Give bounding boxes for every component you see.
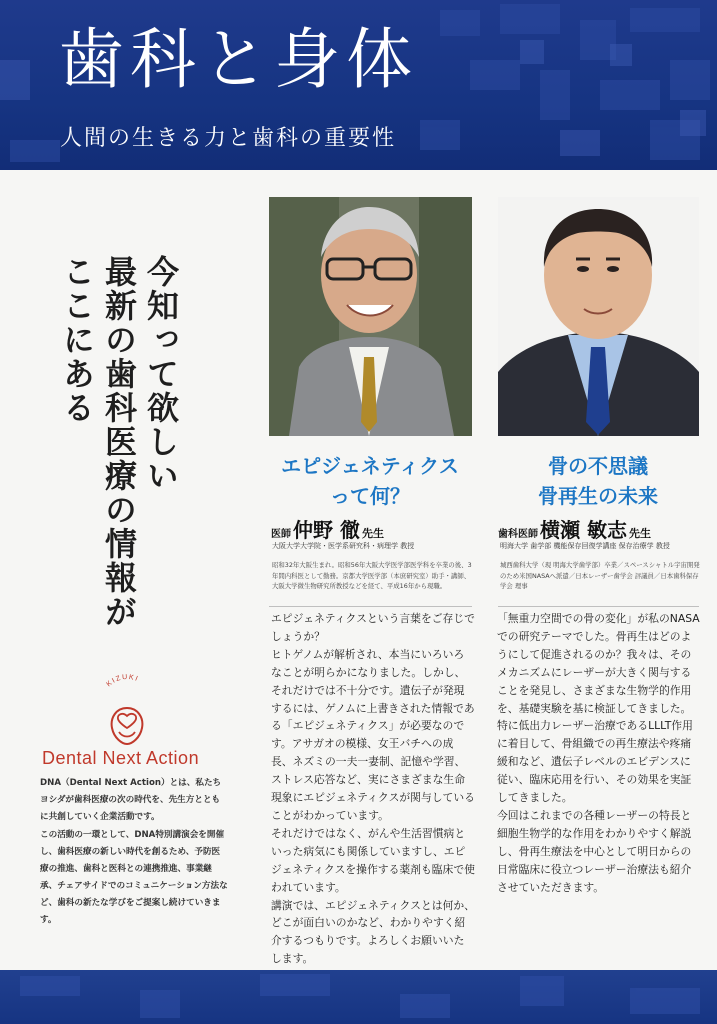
- talk-title-line: 骨再生の未来: [538, 484, 658, 508]
- talk-title-2: [490, 451, 706, 511]
- speaker-name: 横瀬 敏志: [540, 518, 627, 542]
- divider: [498, 606, 699, 607]
- body-paragraph: それだけではなく、がんや生活習慣病といった病気にも関係していますし、エピジェネティクスを操作する薬剤も臨床で使われています。: [271, 826, 475, 894]
- talk-description-1: [271, 610, 475, 968]
- speaker-affiliation-2: 明海大学 歯学部 機能保存回復学講座 保存治療学 教授: [500, 542, 670, 550]
- body-paragraph: ヒトゲノムが解析され、本当にいろいろなことが明らかになりました。しかし、それだけでは不十分です。遺伝子が発現するには、ゲノムに上書きされた情報である「エピジェネティクス」が必要なのです。アサガオの模様、女王バチへの成長、ネズミの一夫一妻制、記憶や学習、ストレス応答など、実にさまざまな生命現象にエピジェネティクスが関与していることがわかっています。: [271, 647, 475, 822]
- talk-description-2: [497, 610, 701, 897]
- about-paragraph: この活動の一環として、DNA特別講演会を開催し、歯科医療の新しい時代を創るため、予防医療の推進、歯科と医科との連携推進、事業継承、チェアサイドでのコミュニケーション方法など、歯科の新たな学びをご提案し続けていきます。: [40, 830, 228, 925]
- subtitle: 人間の生きる力と歯科の重要性: [60, 126, 397, 151]
- speaker-role: 歯科医師: [498, 529, 538, 540]
- body-paragraph: エピジェネティクスという言葉をご存じでしょうか？: [271, 612, 475, 643]
- speaker-role: 医師: [271, 529, 291, 540]
- portrait-illustration: [269, 197, 472, 436]
- divider: [269, 606, 472, 607]
- body-paragraph: 「無重力空間での骨の変化」が私のNASAでの研究テーマでした。骨再生はどのようにして促進されるのか？我々は、そのメカニズムにレーザーが大きく関与することを発見し、さまざまな生物学的作用を、基礎実験を基に検証してきました。: [497, 612, 700, 715]
- tagline-line: 今知って欲しい: [142, 255, 180, 493]
- speaker-bio-2: 城西歯科大学（現 明海大学歯学部）卒業／スペースシャトル宇宙開発のため米国NASAへ派遣／日本レーザー歯学会 評議員／日本歯科保存学会 理事: [500, 561, 700, 590]
- kizuki-logo-icon: [92, 668, 162, 748]
- speaker-photo-yokose: [498, 197, 699, 436]
- speaker-honorific: 先生: [628, 527, 651, 540]
- speaker-name-1: [271, 514, 384, 543]
- speaker-name: 仲野 徹: [293, 518, 360, 542]
- speaker-bio-1: 昭和32年大阪生まれ。昭和56年大阪大学医学部医学科を卒業の後、3年間内科医として勤務。京都大学医学部（本庶研究室）助手・講師、大阪大学微生物研究所教授などを経て、平成16年から現職。: [272, 561, 472, 590]
- body-paragraph: 講演では、エピジェネティクスとは何か、どこが面白いのかなど、わかりやすく紹介するつもりです。よろしくお願いいたします。: [271, 898, 475, 966]
- footer-band: [0, 970, 717, 1024]
- talk-title-line: 骨の不思議: [548, 454, 648, 478]
- mosaic-background: [0, 970, 717, 1024]
- speaker-photo-nakano: [269, 197, 472, 436]
- logo-text: KIZUKI: [105, 673, 140, 689]
- talk-title-line: エピジェネティクス: [281, 454, 459, 478]
- header-banner: [0, 0, 717, 170]
- speaker-affiliation-1: 大阪大学大学院・医学系研究科・病理学 教授: [272, 542, 415, 550]
- body-paragraph: 特に低出力レーザー治療であるLLLT作用に着目して、骨組織での再生療法や疼痛緩和など、遺伝子レベルのエビデンスに従い、臨床応用を行い、その効果を実証してきました。: [497, 719, 693, 805]
- speaker-honorific: 先生: [361, 527, 384, 540]
- tagline-line: 最新の歯科医療の情報が: [100, 255, 138, 629]
- about-paragraph: DNA（Dental Next Action）とは、私たちヨシダが歯科医療の次の時代を、先生方とともに共創していく企業活動です。: [40, 778, 222, 822]
- brand-description: [40, 775, 228, 930]
- vertical-tagline: [56, 255, 182, 635]
- talk-title-1: [262, 451, 478, 511]
- brand-name: Dental Next Action: [42, 748, 200, 768]
- main-title: 歯科と身体: [58, 21, 418, 98]
- tagline-line: ここにある: [58, 255, 96, 425]
- body-paragraph: 今回はこれまでの各種レーザーの特長と細胞生物学的な作用をわかりやすく解説し、骨再生療法を中心として明日からの日常臨床に役立つレーザー治療法も紹介させていただきます。: [497, 808, 692, 894]
- portrait-illustration: [498, 197, 699, 436]
- talk-title-line: って何？: [330, 484, 410, 508]
- speaker-name-2: [498, 514, 651, 543]
- svg-text:KIZUKI: [106, 674, 140, 688]
